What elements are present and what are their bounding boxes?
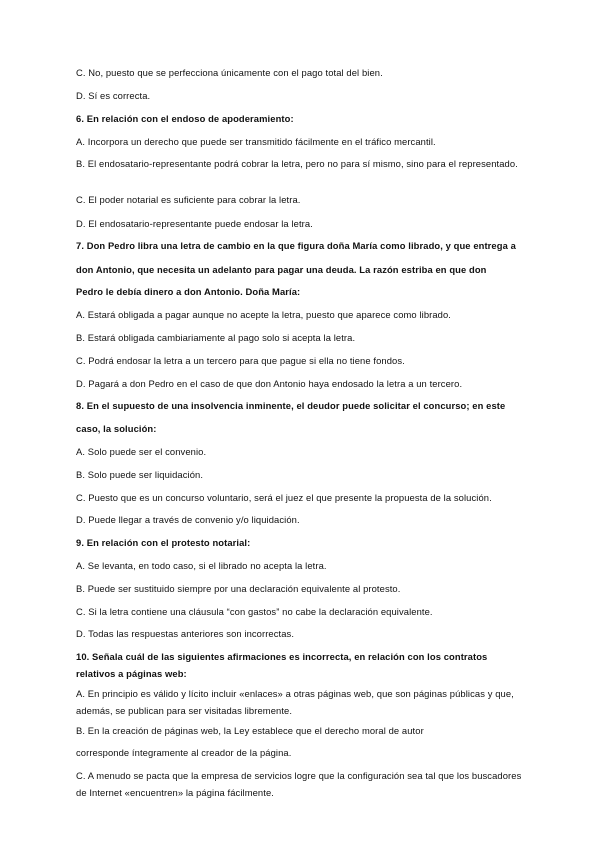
text-line: D. Pagará a don Pedro en el caso de que don Antonio haya endosado la letra a un tercero. (76, 378, 463, 389)
text-line: A. Estará obligada a pagar aunque no acepte la letra, puesto que aparece como librado. (76, 309, 451, 320)
text-line: B. Solo puede ser liquidación. (76, 469, 204, 480)
text-paragraph: A. En principio es válido y lícito incluir «enlaces» a otras páginas web, que son páginas públicas y que, además, se publican para ser visitadas libremente. (76, 688, 514, 716)
question-heading: 9. En relación con el protesto notarial: (76, 537, 251, 548)
text-line: A. Se levanta, en todo caso, si el librado no acepta la letra. (76, 560, 327, 571)
question-heading: 7. Don Pedro libra una letra de cambio en la que figura doña María como librado, y que entrega a (76, 240, 516, 251)
text-line: D. Puede llegar a través de convenio y/o liquidación. (76, 514, 300, 525)
text-line: C. Si la letra contiene una cláusula “con gastos” no cabe la declaración equivalente. (76, 606, 433, 617)
question-heading: 6. En relación con el endoso de apoderamiento: (76, 113, 294, 124)
question-heading: caso, la solución: (76, 423, 157, 434)
text-paragraph: C. A menudo se pacta que la empresa de servicios logre que la configuración sea tal que los buscadores de Internet «encuentren» la página fácilmente. (76, 770, 522, 798)
text-line: C. Puesto que es un concurso voluntario, será el juez el que presente la propuesta de la solución. (76, 492, 492, 503)
text-line: B. Estará obligada cambiariamente al pago solo si acepta la letra. (76, 332, 356, 343)
text-line: C. El poder notarial es suficiente para cobrar la letra. (76, 194, 301, 205)
text-line: B. Puede ser sustituido siempre por una declaración equivalente al protesto. (76, 583, 401, 594)
text-line: A. Solo puede ser el convenio. (76, 446, 207, 457)
text-line: D. El endosatario-representante puede endosar la letra. (76, 218, 313, 229)
text-paragraph: B. El endosatario-representante podrá cobrar la letra, pero no para sí mismo, sino para el representado. (76, 158, 518, 169)
text-line: corresponde íntegramente al creador de la página. (76, 747, 292, 758)
text-line: D. Todas las respuestas anteriores son incorrectas. (76, 628, 295, 639)
question-heading: don Antonio, que necesita un adelanto para pagar una deuda. La razón estriba en que don (76, 264, 487, 275)
text-line: A. Incorpora un derecho que puede ser transmitido fácilmente en el tráfico mercantil. (76, 136, 436, 147)
text-line: D. Sí es correcta. (76, 90, 151, 101)
question-heading: 10. Señala cuál de las siguientes afirmaciones es incorrecta, en relación con los contratos relativos a páginas web: (76, 651, 488, 679)
question-heading: Pedro le debía dinero a don Antonio. Doña María: (76, 286, 301, 297)
text-line: B. En la creación de páginas web, la Ley establece que el derecho moral de autor (76, 725, 424, 736)
text-line: C. Podrá endosar la letra a un tercero para que pague si ella no tiene fondos. (76, 355, 405, 366)
text-line: C. No, puesto que se perfecciona únicamente con el pago total del bien. (76, 67, 383, 78)
question-heading: 8. En el supuesto de una insolvencia inminente, el deudor puede solicitar el concurso; en este (76, 400, 506, 411)
